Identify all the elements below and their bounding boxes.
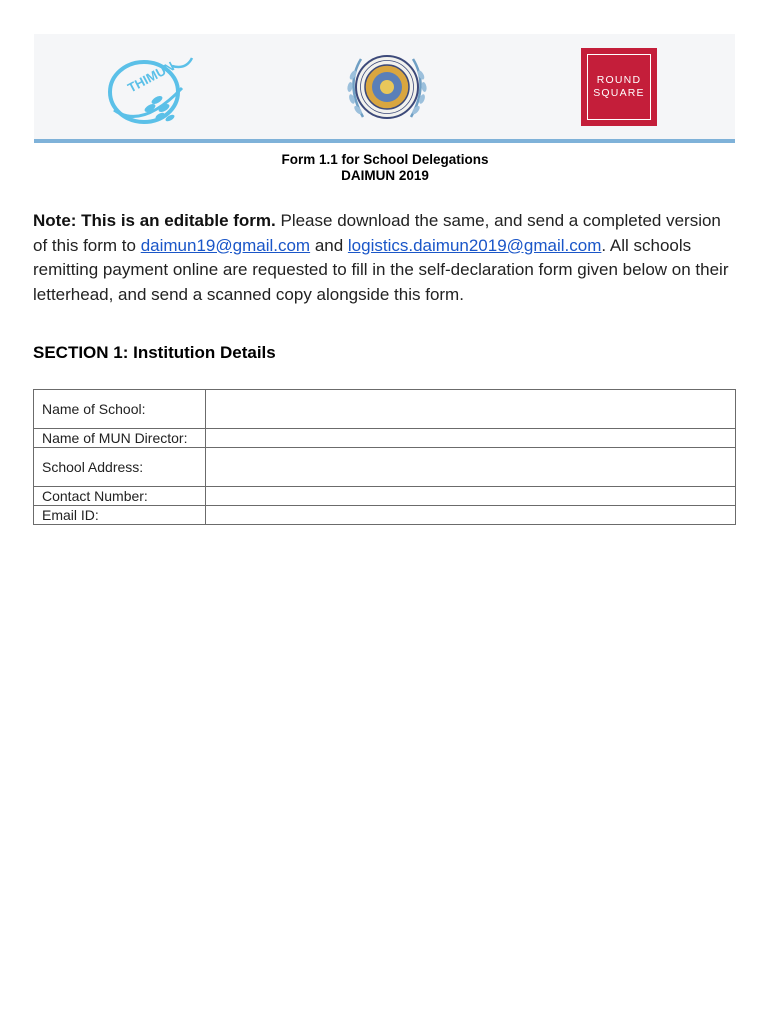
label-name-of-school: Name of School: bbox=[34, 390, 206, 429]
label-school-address: School Address: bbox=[34, 448, 206, 487]
institution-details-table bbox=[33, 389, 736, 525]
school-address-field[interactable] bbox=[206, 448, 736, 487]
table-row bbox=[34, 429, 736, 448]
round-square-logo-text-1: ROUND bbox=[596, 74, 642, 86]
form-title bbox=[0, 152, 770, 184]
note-text-3: . All schools remitting payment online are requested to fill in the self-declaration form given below on their letterhead, and send a scanned copy alongside this form. bbox=[33, 235, 729, 304]
note-bold-lead: Note: This is an editable form. bbox=[33, 211, 276, 230]
un-emblem-seal bbox=[337, 45, 437, 129]
thimun-logo bbox=[102, 48, 198, 132]
contact-number-field[interactable] bbox=[206, 487, 736, 506]
table-row bbox=[34, 390, 736, 429]
note-paragraph bbox=[33, 209, 738, 307]
label-contact-number: Contact Number: bbox=[34, 487, 206, 506]
form-title-line-2: DAIMUN 2019 bbox=[341, 168, 429, 183]
email-link-logistics[interactable]: logistics.daimun2019@gmail.com bbox=[347, 235, 602, 255]
label-name-of-mun-director: Name of MUN Director: bbox=[34, 429, 206, 448]
label-email-id: Email ID: bbox=[34, 506, 206, 525]
header-divider bbox=[34, 139, 735, 143]
table-row bbox=[34, 448, 736, 487]
table-row bbox=[34, 506, 736, 525]
note-text-1: Please download the same, and send a completed version of this form to bbox=[33, 211, 721, 255]
table-row bbox=[34, 487, 736, 506]
round-square-logo-text-2: SQUARE bbox=[593, 87, 645, 99]
section-1-heading: SECTION 1: Institution Details bbox=[33, 343, 276, 362]
round-square-logo bbox=[581, 48, 657, 126]
email-link-daimun19[interactable]: daimun19@gmail.com bbox=[140, 235, 311, 255]
thimun-logo-text: THIMUN bbox=[125, 58, 177, 96]
form-title-line-1: Form 1.1 for School Delegations bbox=[281, 152, 489, 167]
email-id-field[interactable] bbox=[206, 506, 736, 525]
name-of-mun-director-field[interactable] bbox=[206, 429, 736, 448]
name-of-school-field[interactable] bbox=[206, 390, 736, 429]
note-text-2: and bbox=[310, 235, 348, 255]
